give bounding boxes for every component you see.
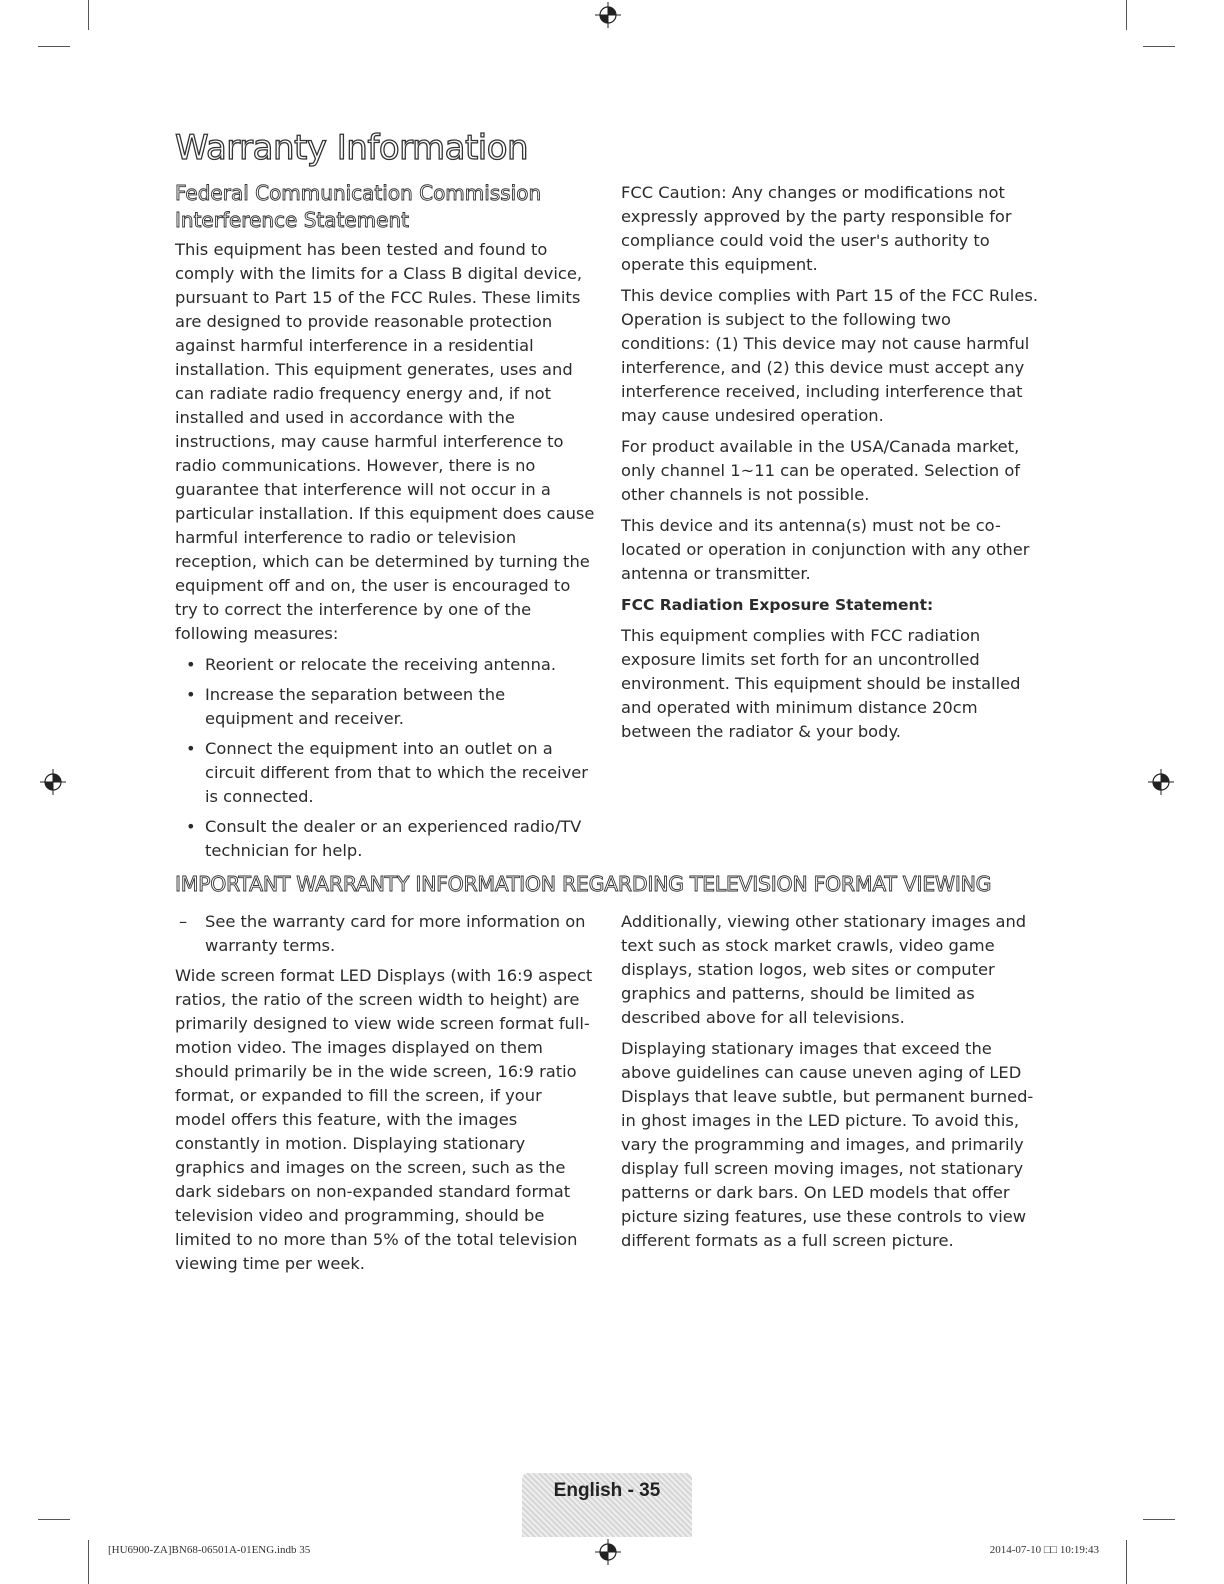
important-heading: IMPORTANT WARRANTY INFORMATION REGARDING TELEVISION FORMAT VIEWING — [175, 872, 992, 896]
list-item: • Reorient or relocate the receiving antenna. — [175, 653, 595, 677]
crop-mark — [38, 46, 70, 47]
crop-mark — [38, 1519, 70, 1520]
print-timestamp: 2014-07-10 □□ 10:19:43 — [989, 1544, 1099, 1556]
crop-mark — [1143, 46, 1175, 47]
fcc-measures-list — [175, 653, 595, 863]
registration-mark-icon — [40, 769, 66, 795]
fcc-intro-paragraph: This equipment has been tested and found to comply with the limits for a Class B digital device, pursuant to Part 15 of the FCC Rules. These limits are designed to provide reasonable protection against harmful interference in a residential installation. This equipment generates, uses and can radiate radio frequency energy and, if not installed and used in accordance with the instructions, may cause harmful interference to radio communications. However, there is no guarantee that interference will not occur in a particular installation. If this equipment does cause harmful interference to radio or television reception, which can be determined by turning the equipment off and on, the user is encouraged to try to correct the interference by one of the following measures: — [175, 240, 595, 643]
registration-mark-icon — [595, 2, 621, 28]
page-number-label: English - 35 — [553, 1480, 661, 1501]
crop-mark — [1126, 0, 1127, 30]
note-list — [175, 910, 595, 958]
list-item: • Connect the equipment into an outlet on a circuit different from that to which the receiver is connected. — [175, 737, 595, 809]
crop-mark — [1143, 1519, 1175, 1520]
crop-mark — [88, 1540, 89, 1584]
fcc-heading: Federal Communication Commission Interference Statement — [175, 181, 542, 232]
crop-mark — [88, 0, 89, 30]
important-right-column — [621, 910, 1041, 1260]
format-paragraph: Wide screen format LED Displays (with 16:9 aspect ratios, the ratio of the screen width to height) are primarily designed to view wide screen format full-motion video. The images displayed on them should primarily be in the wide screen, 16:9 ratio format, or expanded to fill the screen, if your model offers this feature, with the images constantly in motion. Displaying stationary graphics and images on the screen, such as the dark sidebars on non-expanded standard format television video and programming, should be limited to no more than 5% of the total television viewing time per week. — [175, 966, 593, 1273]
stationary-images-paragraph: Additionally, viewing other stationary images and text such as stock market crawls, video game displays, station logos, web sites or computer graphics and patterns, should be limited as described above for all televisions. — [621, 912, 1027, 1027]
important-left-column — [175, 910, 595, 1283]
fcc-caution-paragraph: FCC Caution: Any changes or modifications not expressly approved by the party responsible for compliance could void the user's authority to operate this equipment. — [621, 183, 1012, 274]
crop-mark — [1126, 1540, 1127, 1584]
radiation-paragraph: This equipment complies with FCC radiation exposure limits set forth for an uncontrolled environment. This equipment should be installed and operated with minimum distance 20cm between the radiator & your body. — [621, 626, 1021, 741]
registration-mark-icon — [1148, 769, 1174, 795]
fcc-antenna-paragraph: This device and its antenna(s) must not be co-located or operation in conjunction with any other antenna or transmitter. — [621, 516, 1030, 583]
fcc-channels-paragraph: For product available in the USA/Canada market, only channel 1~11 can be operated. Selection of other channels is not possible. — [621, 437, 1021, 504]
fcc-right-column — [621, 181, 1041, 751]
radiation-heading: FCC Radiation Exposure Statement: — [621, 596, 934, 614]
fcc-left-column — [175, 180, 595, 869]
list-item: • Increase the separation between the equipment and receiver. — [175, 683, 595, 731]
registration-mark-icon — [595, 1539, 621, 1565]
aging-paragraph: Displaying stationary images that exceed the above guidelines can cause uneven aging of LED Displays that leave subtle, but permanent burned-in ghost images in the LED picture. To avoid this, vary the programming and images, and primarily display full screen moving images, not stationary patterns or dark bars. On LED models that offer picture sizing features, use these controls to view different formats as a full screen picture. — [621, 1039, 1034, 1250]
list-item: – See the warranty card for more information on warranty terms. — [175, 910, 595, 958]
fcc-part15-paragraph: This device complies with Part 15 of the FCC Rules. Operation is subject to the following two conditions: (1) This device may not cause harmful interference, and (2) this device must accept any interference received, including interference that may cause undesired operation. — [621, 286, 1038, 425]
page-number-badge — [522, 1473, 692, 1537]
file-slug: [HU6900-ZA]BN68-06501A-01ENG.indb 35 — [108, 1544, 311, 1556]
page-title: Warranty Information — [175, 128, 529, 168]
list-item: • Consult the dealer or an experienced radio/TV technician for help. — [175, 815, 595, 863]
